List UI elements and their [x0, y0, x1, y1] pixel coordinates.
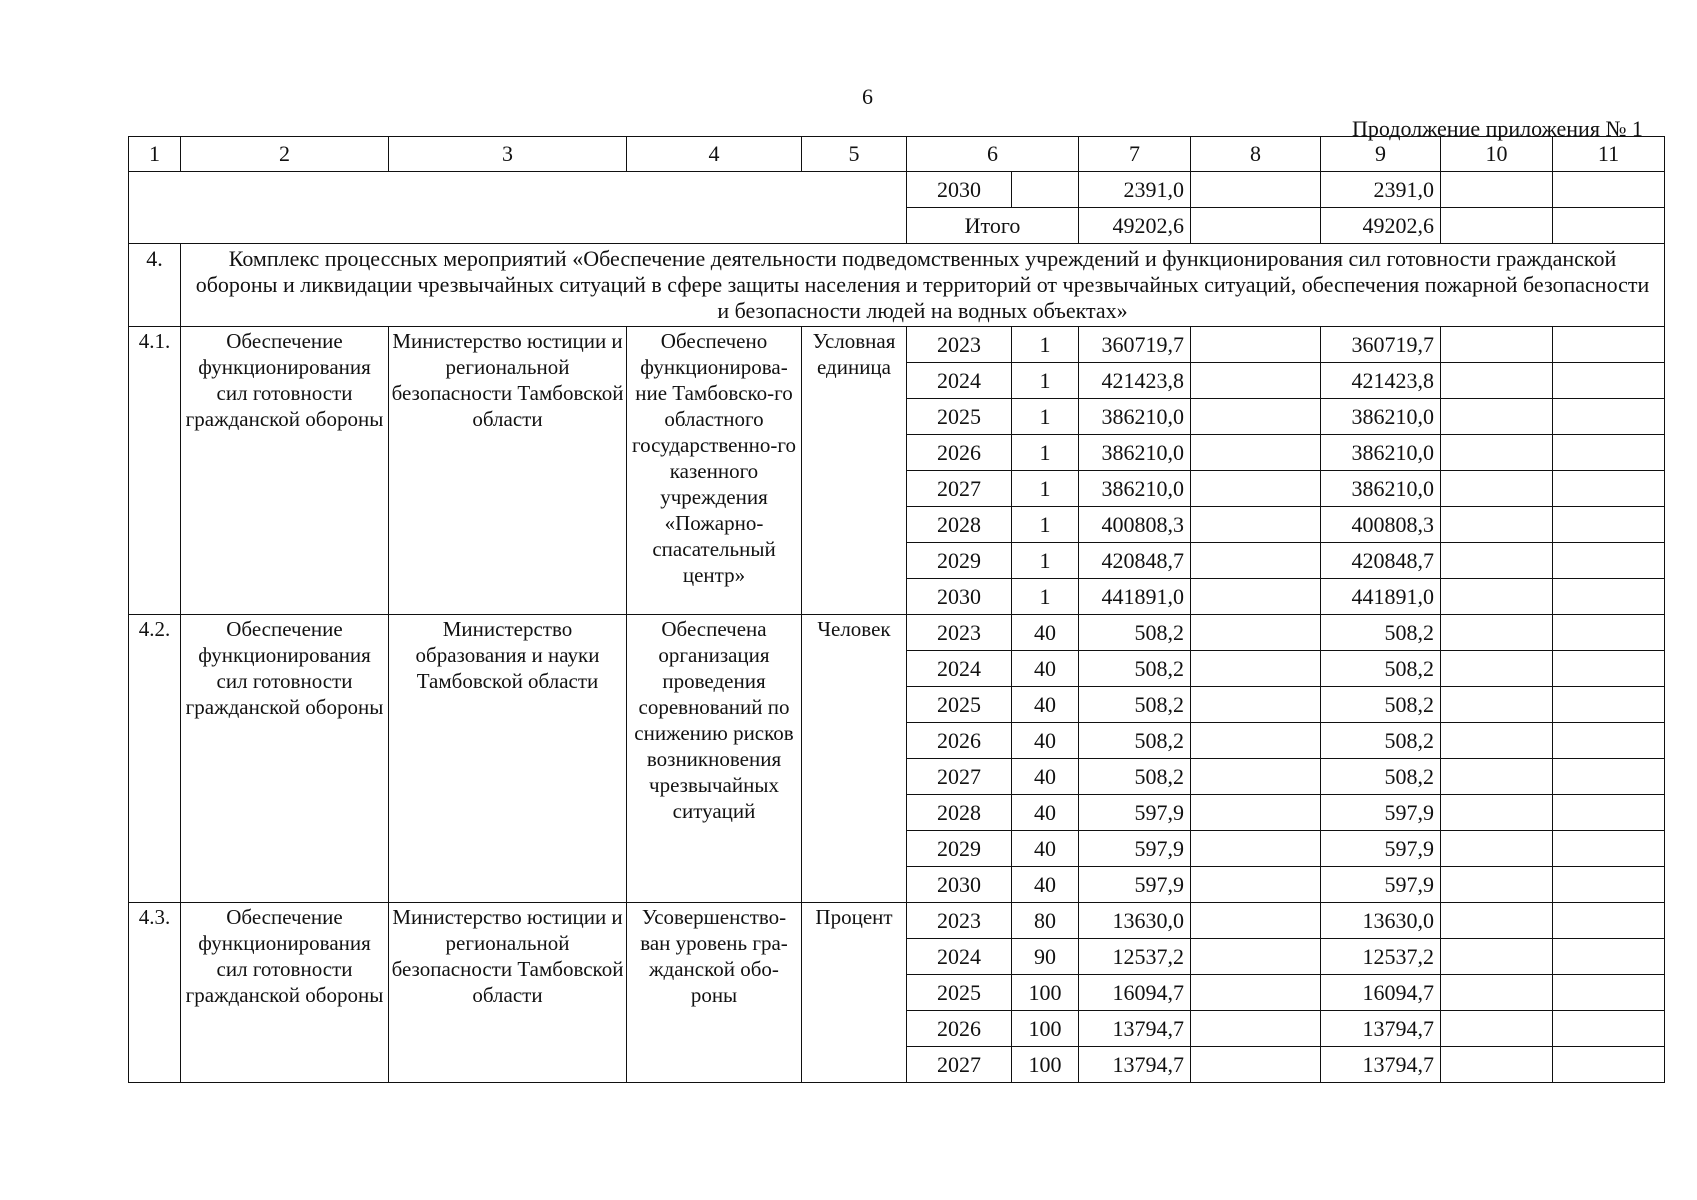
col10-cell — [1441, 172, 1553, 208]
col8-cell — [1191, 759, 1321, 795]
col11-cell — [1553, 723, 1665, 759]
col10-cell — [1441, 1011, 1553, 1047]
table-row — [129, 327, 1665, 363]
result: Усовершенство-ван уровень гра-жданской обо-роны — [627, 903, 802, 1083]
col10-cell — [1441, 975, 1553, 1011]
year-cell: 2027 — [907, 759, 1012, 795]
qty-cell: 40 — [1012, 723, 1079, 759]
unit: Человек — [802, 615, 907, 903]
section-number: 4. — [129, 244, 181, 327]
col10-cell — [1441, 939, 1553, 975]
col7-cell: 16094,7 — [1079, 975, 1191, 1011]
header-col-5: 5 — [802, 137, 907, 172]
year-cell: 2023 — [907, 615, 1012, 651]
col11-cell — [1553, 399, 1665, 435]
col7-cell: 597,9 — [1079, 867, 1191, 903]
measure-name: Обеспечение функционирования сил готовности гражданской обороны — [181, 327, 389, 615]
year-cell: 2024 — [907, 939, 1012, 975]
qty-cell: 1 — [1012, 363, 1079, 399]
col9-cell: 400808,3 — [1321, 507, 1441, 543]
table-row — [129, 172, 1665, 208]
header-col-7: 7 — [1079, 137, 1191, 172]
header-col-11: 11 — [1553, 137, 1665, 172]
col11-cell — [1553, 903, 1665, 939]
col9-cell: 508,2 — [1321, 687, 1441, 723]
col10-cell — [1441, 795, 1553, 831]
col8-cell — [1191, 867, 1321, 903]
col9-cell: 386210,0 — [1321, 435, 1441, 471]
qty-cell: 40 — [1012, 759, 1079, 795]
col9-cell: 386210,0 — [1321, 399, 1441, 435]
year-cell: 2026 — [907, 435, 1012, 471]
col7-cell: 12537,2 — [1079, 939, 1191, 975]
col10-cell — [1441, 867, 1553, 903]
executor: Министерство юстиции и региональной безопасности Тамбовской области — [389, 903, 627, 1083]
col11-cell — [1553, 1047, 1665, 1083]
col11-cell — [1553, 831, 1665, 867]
col7-cell: 13794,7 — [1079, 1047, 1191, 1083]
col7-cell: 49202,6 — [1079, 208, 1191, 244]
col9-cell: 386210,0 — [1321, 471, 1441, 507]
col9-cell: 49202,6 — [1321, 208, 1441, 244]
unit: Условная единица — [802, 327, 907, 615]
col9-cell: 420848,7 — [1321, 543, 1441, 579]
year-cell: 2026 — [907, 723, 1012, 759]
col10-cell — [1441, 399, 1553, 435]
col11-cell — [1553, 543, 1665, 579]
header-col-4: 4 — [627, 137, 802, 172]
data-table — [128, 136, 1665, 1083]
group-number: 4.2. — [129, 615, 181, 903]
col10-cell — [1441, 327, 1553, 363]
col10-cell — [1441, 615, 1553, 651]
total-label: Итого — [907, 208, 1079, 244]
header-col-8: 8 — [1191, 137, 1321, 172]
col11-cell — [1553, 651, 1665, 687]
year-cell: 2025 — [907, 975, 1012, 1011]
header-col-2: 2 — [181, 137, 389, 172]
col9-cell: 597,9 — [1321, 831, 1441, 867]
year-cell: 2023 — [907, 327, 1012, 363]
col11-cell — [1553, 172, 1665, 208]
col8-cell — [1191, 651, 1321, 687]
col10-cell — [1441, 723, 1553, 759]
col9-cell: 508,2 — [1321, 723, 1441, 759]
col9-cell: 13794,7 — [1321, 1011, 1441, 1047]
year-cell: 2026 — [907, 1011, 1012, 1047]
col8-cell — [1191, 903, 1321, 939]
col10-cell — [1441, 651, 1553, 687]
year-cell: 2030 — [907, 172, 1012, 208]
col8-cell — [1191, 471, 1321, 507]
qty-cell: 80 — [1012, 903, 1079, 939]
col8-cell — [1191, 363, 1321, 399]
header-col-1: 1 — [129, 137, 181, 172]
col8-cell — [1191, 399, 1321, 435]
col9-cell: 13630,0 — [1321, 903, 1441, 939]
qty-cell: 40 — [1012, 867, 1079, 903]
group-number: 4.1. — [129, 327, 181, 615]
col7-cell: 421423,8 — [1079, 363, 1191, 399]
col7-cell: 2391,0 — [1079, 172, 1191, 208]
col9-cell: 597,9 — [1321, 867, 1441, 903]
col7-cell: 508,2 — [1079, 615, 1191, 651]
col10-cell — [1441, 507, 1553, 543]
col7-cell: 386210,0 — [1079, 399, 1191, 435]
col8-cell — [1191, 327, 1321, 363]
result: Обеспечена организация проведения соревнований по снижению рисков возникновения чрезвычайных ситуаций — [627, 615, 802, 903]
col8-cell — [1191, 579, 1321, 615]
qty-cell: 100 — [1012, 1047, 1079, 1083]
col7-cell: 597,9 — [1079, 831, 1191, 867]
col9-cell: 360719,7 — [1321, 327, 1441, 363]
col10-cell — [1441, 1047, 1553, 1083]
col8-cell — [1191, 687, 1321, 723]
year-cell: 2024 — [907, 651, 1012, 687]
col11-cell — [1553, 208, 1665, 244]
col10-cell — [1441, 543, 1553, 579]
col9-cell: 421423,8 — [1321, 363, 1441, 399]
col7-cell: 508,2 — [1079, 687, 1191, 723]
year-cell: 2027 — [907, 471, 1012, 507]
qty-cell: 40 — [1012, 615, 1079, 651]
col7-cell: 13630,0 — [1079, 903, 1191, 939]
col11-cell — [1553, 759, 1665, 795]
qty-cell: 1 — [1012, 507, 1079, 543]
header-row — [129, 137, 1665, 172]
col10-cell — [1441, 208, 1553, 244]
col11-cell — [1553, 1011, 1665, 1047]
col8-cell — [1191, 543, 1321, 579]
qty-cell — [1012, 172, 1079, 208]
col11-cell — [1553, 579, 1665, 615]
col7-cell: 420848,7 — [1079, 543, 1191, 579]
col8-cell — [1191, 723, 1321, 759]
col8-cell — [1191, 975, 1321, 1011]
qty-cell: 1 — [1012, 579, 1079, 615]
qty-cell: 40 — [1012, 795, 1079, 831]
col8-cell — [1191, 1047, 1321, 1083]
qty-cell: 1 — [1012, 543, 1079, 579]
col11-cell — [1553, 615, 1665, 651]
col9-cell: 508,2 — [1321, 759, 1441, 795]
col8-cell — [1191, 795, 1321, 831]
col10-cell — [1441, 759, 1553, 795]
year-cell: 2030 — [907, 579, 1012, 615]
col10-cell — [1441, 363, 1553, 399]
col8-cell — [1191, 507, 1321, 543]
qty-cell: 100 — [1012, 1011, 1079, 1047]
col11-cell — [1553, 363, 1665, 399]
qty-cell: 1 — [1012, 327, 1079, 363]
col7-cell: 508,2 — [1079, 651, 1191, 687]
col8-cell — [1191, 831, 1321, 867]
col10-cell — [1441, 831, 1553, 867]
executor: Министерство образования и науки Тамбовской области — [389, 615, 627, 903]
col7-cell: 13794,7 — [1079, 1011, 1191, 1047]
col7-cell: 508,2 — [1079, 759, 1191, 795]
col9-cell: 508,2 — [1321, 651, 1441, 687]
col8-cell — [1191, 435, 1321, 471]
executor: Министерство юстиции и региональной безопасности Тамбовской области — [389, 327, 627, 615]
col9-cell: 441891,0 — [1321, 579, 1441, 615]
col9-cell: 13794,7 — [1321, 1047, 1441, 1083]
continuation-label: Продолжение приложения № 1 — [1352, 116, 1643, 141]
col9-cell: 508,2 — [1321, 615, 1441, 651]
unit: Процент — [802, 903, 907, 1083]
col11-cell — [1553, 435, 1665, 471]
col7-cell: 597,9 — [1079, 795, 1191, 831]
blank-cell — [129, 172, 907, 244]
year-cell: 2029 — [907, 831, 1012, 867]
header-col-10: 10 — [1441, 137, 1553, 172]
col7-cell: 441891,0 — [1079, 579, 1191, 615]
result: Обеспечено функционирова-ние Тамбовско-го областного государственно-го казенного учреждения «Пожарно-спасательный центр» — [627, 327, 802, 615]
col8-cell — [1191, 1011, 1321, 1047]
qty-cell: 40 — [1012, 651, 1079, 687]
year-cell: 2025 — [907, 687, 1012, 723]
col8-cell — [1191, 939, 1321, 975]
qty-cell: 90 — [1012, 939, 1079, 975]
col11-cell — [1553, 471, 1665, 507]
qty-cell: 1 — [1012, 435, 1079, 471]
header-col-9: 9 — [1321, 137, 1441, 172]
measure-name: Обеспечение функционирования сил готовности гражданской обороны — [181, 903, 389, 1083]
section-row — [129, 244, 1665, 327]
col8-cell — [1191, 172, 1321, 208]
col9-cell: 12537,2 — [1321, 939, 1441, 975]
col7-cell: 360719,7 — [1079, 327, 1191, 363]
section-title: Комплекс процессных мероприятий «Обеспечение деятельности подведомственных учреждений и функционирования сил готовности гражданской обороны и ликвидации чрезвычайных ситуаций в сфере защиты населения и территорий от чрезвычайных ситуаций, обеспечения пожарной безопасности и безопасности людей на водных объектах» — [181, 244, 1665, 327]
header-col-3: 3 — [389, 137, 627, 172]
col9-cell: 2391,0 — [1321, 172, 1441, 208]
year-cell: 2029 — [907, 543, 1012, 579]
col11-cell — [1553, 939, 1665, 975]
col9-cell: 16094,7 — [1321, 975, 1441, 1011]
col11-cell — [1553, 867, 1665, 903]
qty-cell: 40 — [1012, 831, 1079, 867]
col7-cell: 508,2 — [1079, 723, 1191, 759]
measure-name: Обеспечение функционирования сил готовности гражданской обороны — [181, 615, 389, 903]
header-col-6: 6 — [907, 137, 1079, 172]
group-number: 4.3. — [129, 903, 181, 1083]
col10-cell — [1441, 435, 1553, 471]
col11-cell — [1553, 327, 1665, 363]
col7-cell: 386210,0 — [1079, 435, 1191, 471]
col10-cell — [1441, 687, 1553, 723]
qty-cell: 100 — [1012, 975, 1079, 1011]
col8-cell — [1191, 615, 1321, 651]
col7-cell: 400808,3 — [1079, 507, 1191, 543]
col11-cell — [1553, 795, 1665, 831]
col9-cell: 597,9 — [1321, 795, 1441, 831]
year-cell: 2023 — [907, 903, 1012, 939]
qty-cell: 1 — [1012, 471, 1079, 507]
col11-cell — [1553, 975, 1665, 1011]
year-cell: 2024 — [907, 363, 1012, 399]
col7-cell: 386210,0 — [1079, 471, 1191, 507]
year-cell: 2025 — [907, 399, 1012, 435]
col11-cell — [1553, 687, 1665, 723]
page-number: 6 — [862, 84, 873, 109]
qty-cell: 1 — [1012, 399, 1079, 435]
qty-cell: 40 — [1012, 687, 1079, 723]
col10-cell — [1441, 903, 1553, 939]
year-cell: 2027 — [907, 1047, 1012, 1083]
year-cell: 2028 — [907, 507, 1012, 543]
year-cell: 2028 — [907, 795, 1012, 831]
table-row — [129, 615, 1665, 651]
table-row — [129, 903, 1665, 939]
col11-cell — [1553, 507, 1665, 543]
col10-cell — [1441, 471, 1553, 507]
col10-cell — [1441, 579, 1553, 615]
year-cell: 2030 — [907, 867, 1012, 903]
col8-cell — [1191, 208, 1321, 244]
